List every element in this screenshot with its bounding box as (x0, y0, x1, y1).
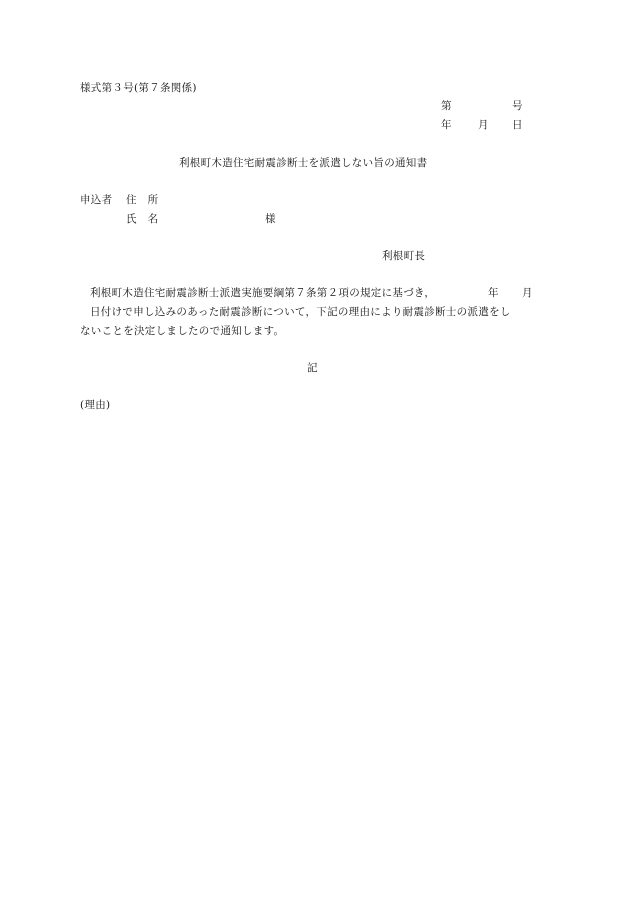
honorific: 様 (265, 213, 276, 225)
reason-label: (理由) (80, 399, 111, 411)
date-month-label: 月 (478, 119, 489, 131)
applicant-label: 申込者 (80, 194, 113, 206)
sender-name: 利根町長 (382, 250, 426, 262)
body-line-1-month: 月 (522, 287, 533, 299)
date-year-label: 年 (441, 119, 452, 131)
body-line-1-year: 年 (488, 287, 499, 299)
body-line-2: 日付けで申し込みのあった耐震診断について，下記の理由により耐震診断士の派遣をし (90, 306, 511, 318)
date-day-label: 日 (512, 119, 523, 131)
document-title: 利根町木造住宅耐震診断士を派遣しない旨の通知書 (179, 157, 428, 169)
doc-number-prefix: 第 (441, 100, 452, 112)
address-label: 住 所 (126, 194, 159, 206)
name-label: 氏 名 (126, 213, 159, 225)
form-number: 様式第３号(第７条関係) (80, 82, 197, 94)
doc-number-suffix: 号 (512, 100, 523, 112)
body-line-1: 利根町木造住宅耐震診断士派遣実施要綱第７条第２項の規定に基づき， (90, 287, 436, 299)
ki-heading: 記 (307, 362, 318, 374)
body-line-3: ないことを決定しましたので通知します。 (80, 325, 285, 337)
